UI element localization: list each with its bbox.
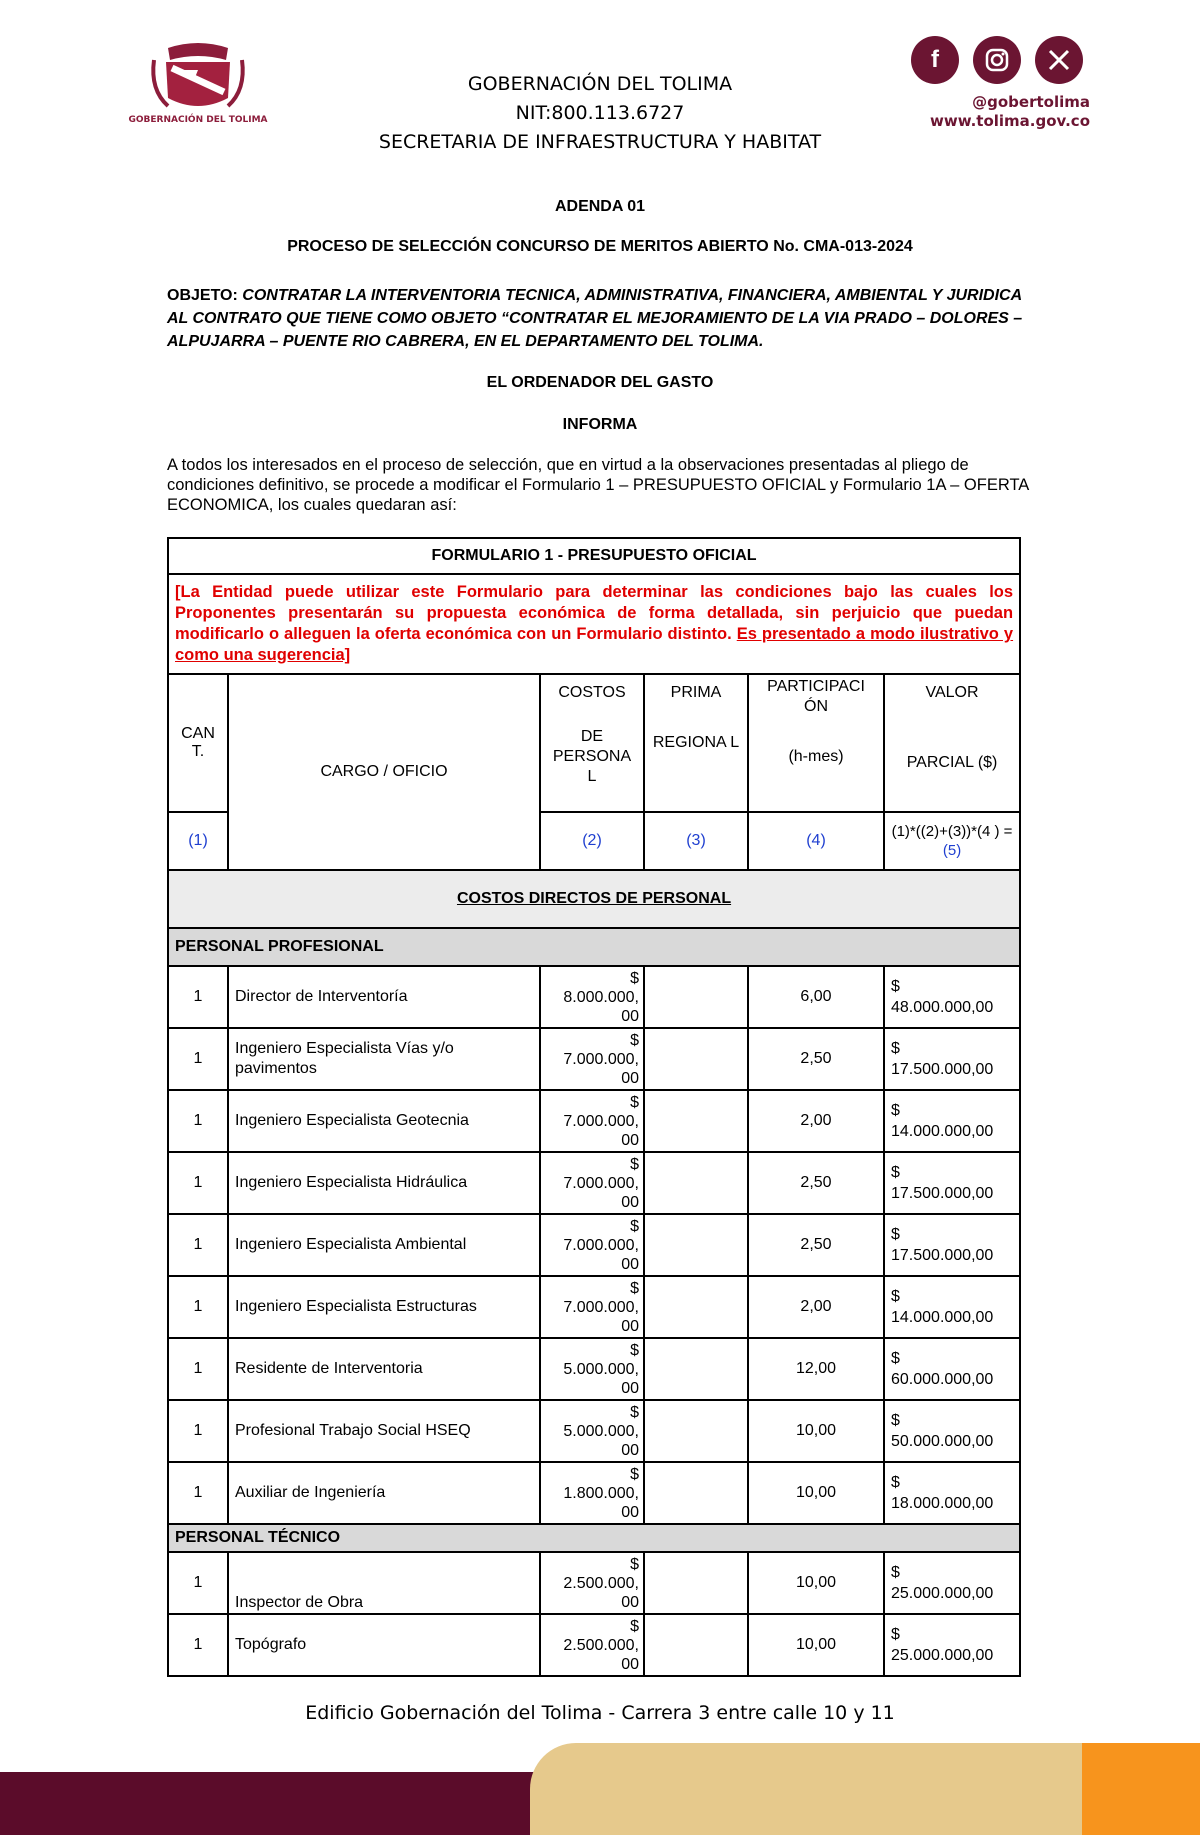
cell-costo-costo: 1.800.000,	[563, 1484, 639, 1502]
intro-paragraph: A todos los interesados en el proceso de selección, que en virtud a la observaciones presentadas al pliego de condiciones definitivo, se procede a modificar el Formulario 1 – PRESUPUESTO OFICIAL y Formulario 1A – OFERTA ECONOMICA, los cuales quedaran así:	[167, 456, 1029, 514]
cell-costo-costo-tail: 00	[621, 1379, 639, 1397]
section-direct: COSTOS DIRECTOS DE PERSONAL	[168, 870, 1020, 928]
objeto-paragraph	[167, 284, 1033, 353]
header-line-2: NIT:800.113.6727	[515, 102, 685, 124]
cell-cargo: Director de Interventoría	[228, 966, 540, 1028]
cell-valor-valor-sym: $	[891, 1626, 900, 1643]
cell-cant: 1	[168, 1614, 228, 1676]
social-website[interactable]: www.tolima.gov.co	[929, 112, 1090, 130]
header-valor-top: VALOR	[925, 684, 979, 701]
cell-valor	[884, 1338, 1020, 1400]
cell-costo-costo: 7.000.000,	[563, 1174, 639, 1192]
cell-costo-costo-sym: $	[630, 1403, 639, 1421]
cell-costo-costo-sym: $	[630, 1093, 639, 1111]
cell-costo	[540, 1028, 644, 1090]
cell-participacion: 2,50	[748, 1214, 884, 1276]
cell-costo-costo-sym: $	[630, 1217, 639, 1235]
cell-cargo: Inspector de Obra	[228, 1552, 540, 1614]
header-cant: CAN T.	[168, 674, 228, 812]
section-prof: PERSONAL PROFESIONAL	[168, 928, 1020, 966]
logo-text: GOBERNACIÓN DEL TOLIMA	[128, 115, 268, 125]
cell-costo	[540, 1400, 644, 1462]
cell-prima	[644, 1276, 748, 1338]
cell-cargo: Ingeniero Especialista Vías y/o pavimentos	[228, 1028, 540, 1090]
cell-costo	[540, 1152, 644, 1214]
objeto-label: OBJETO:	[167, 287, 243, 304]
header-line-3: SECRETARIA DE INFRAESTRUCTURA Y HABITAT	[378, 131, 822, 153]
header-row	[168, 674, 1020, 812]
cell-prima	[644, 1152, 748, 1214]
social-block	[905, 36, 1090, 131]
table-note	[168, 574, 1020, 674]
cell-valor-valor: 17.500.000,00	[891, 1247, 994, 1264]
table-row	[168, 1400, 1020, 1462]
table-row	[168, 1462, 1020, 1524]
cell-costo-costo-sym: $	[630, 1279, 639, 1297]
header-line-1: GOBERNACIÓN DEL TOLIMA	[467, 73, 733, 95]
section-tec: PERSONAL TÉCNICO	[168, 1524, 1020, 1552]
cell-valor	[884, 1152, 1020, 1214]
cell-cargo: Ingeniero Especialista Estructuras	[228, 1276, 540, 1338]
cell-costo	[540, 1090, 644, 1152]
cell-participacion: 10,00	[748, 1552, 884, 1614]
cell-participacion: 10,00	[748, 1462, 884, 1524]
proceso-title: PROCESO DE SELECCIÓN CONCURSO DE MERITOS ABIERTO No. CMA-013-2024	[287, 238, 913, 255]
cell-valor-valor: 60.000.000,00	[891, 1371, 994, 1388]
cell-costo-costo: 7.000.000,	[563, 1236, 639, 1254]
cell-costo-costo-sym: $	[630, 1031, 639, 1049]
section-tec-row	[168, 1524, 1020, 1552]
cell-costo-costo: 5.000.000,	[563, 1360, 639, 1378]
header-participacion	[748, 674, 884, 812]
cell-prima	[644, 1462, 748, 1524]
cell-participacion: 10,00	[748, 1400, 884, 1462]
cell-costo-costo-sym: $	[630, 1555, 639, 1573]
cell-participacion: 10,00	[748, 1614, 884, 1676]
header-costos-top: COSTOS	[558, 684, 626, 701]
cell-participacion: 2,00	[748, 1090, 884, 1152]
cell-valor-valor: 50.000.000,00	[891, 1433, 994, 1450]
footer-band-maroon	[0, 1772, 560, 1835]
cell-costo-costo-tail: 00	[621, 1255, 639, 1273]
cell-costo-costo-tail: 00	[621, 1655, 639, 1673]
cell-valor-valor: 18.000.000,00	[891, 1495, 994, 1512]
ref-5-result: (5)	[942, 842, 962, 859]
header-costos-bottom: DE PERSONA L	[552, 728, 632, 785]
cell-cant: 1	[168, 1400, 228, 1462]
cell-costo-costo: 7.000.000,	[563, 1298, 639, 1316]
cell-valor-valor: 25.000.000,00	[891, 1585, 994, 1602]
cell-valor-valor: 25.000.000,00	[891, 1647, 994, 1664]
cell-prima	[644, 1614, 748, 1676]
cell-valor-valor-sym: $	[891, 1350, 900, 1367]
cell-costo-costo-tail: 00	[621, 1441, 639, 1459]
cell-costo-costo: 7.000.000,	[563, 1112, 639, 1130]
prof-body	[168, 966, 1020, 1524]
ordenador-title: EL ORDENADOR DEL GASTO	[486, 374, 714, 391]
x-icon[interactable]	[1035, 36, 1083, 84]
cell-valor	[884, 1276, 1020, 1338]
header-part-top: PARTICIPACI ÓN	[767, 678, 865, 715]
header-block	[300, 70, 900, 157]
footer-address: Edificio Gobernación del Tolima - Carrera 3 entre calle 10 y 11	[305, 1702, 895, 1724]
header-prima	[644, 674, 748, 812]
table-row	[168, 1214, 1020, 1276]
cell-cargo: Ingeniero Especialista Hidráulica	[228, 1152, 540, 1214]
table-note-row	[168, 574, 1020, 674]
gobernacion-logo	[128, 40, 268, 132]
cell-cargo: Auxiliar de Ingeniería	[228, 1462, 540, 1524]
cell-cargo: Ingeniero Especialista Geotecnia	[228, 1090, 540, 1152]
header-prima-bottom: REGIONA L	[652, 734, 740, 751]
cell-participacion: 2,50	[748, 1028, 884, 1090]
objeto-text: CONTRATAR LA INTERVENTORIA TECNICA, ADMINISTRATIVA, FINANCIERA, AMBIENTAL Y JURIDICA AL CONTRATO QUE TIENE COMO OBJETO “CONTRATAR EL MEJORAMIENTO DE LA VIA PRADO – DOLORES – ALPUJARRA – PUENTE RIO CABRERA, EN EL DEPARTAMENTO DEL TOLIMA.	[167, 287, 1023, 350]
cell-costo-costo-sym: $	[630, 969, 639, 987]
ref-5	[884, 812, 1020, 870]
cell-cant: 1	[168, 1152, 228, 1214]
cell-valor	[884, 1614, 1020, 1676]
cell-prima	[644, 1552, 748, 1614]
cell-cargo: Ingeniero Especialista Ambiental	[228, 1214, 540, 1276]
cell-costo-costo-sym: $	[630, 1341, 639, 1359]
table-row	[168, 1552, 1020, 1614]
cell-valor	[884, 966, 1020, 1028]
cell-cant: 1	[168, 1338, 228, 1400]
cell-costo-costo-tail: 00	[621, 1593, 639, 1611]
cell-cant: 1	[168, 1028, 228, 1090]
cell-participacion: 2,00	[748, 1276, 884, 1338]
cell-valor	[884, 1028, 1020, 1090]
cell-cargo: Topógrafo	[228, 1614, 540, 1676]
table-row	[168, 1338, 1020, 1400]
cell-costo-costo-tail: 00	[621, 1193, 639, 1211]
cell-cant: 1	[168, 1214, 228, 1276]
table-row	[168, 1028, 1020, 1090]
cell-valor-valor: 17.500.000,00	[891, 1185, 994, 1202]
ref-1: (1)	[168, 812, 228, 870]
cell-participacion: 12,00	[748, 1338, 884, 1400]
cell-costo-costo-tail: 00	[621, 1131, 639, 1149]
cell-participacion: 2,50	[748, 1152, 884, 1214]
cell-valor-valor-sym: $	[891, 1412, 900, 1429]
informa-title: INFORMA	[562, 416, 638, 433]
cell-cargo: Profesional Trabajo Social HSEQ	[228, 1400, 540, 1462]
cell-valor	[884, 1400, 1020, 1462]
cell-valor-valor: 14.000.000,00	[891, 1123, 994, 1140]
cell-costo-costo-sym: $	[630, 1617, 639, 1635]
header-costos	[540, 674, 644, 812]
header-valor-bottom: PARCIAL ($)	[906, 754, 998, 771]
cell-costo-costo: 7.000.000,	[563, 1050, 639, 1068]
cell-cant: 1	[168, 1462, 228, 1524]
table-row	[168, 1152, 1020, 1214]
budget-table	[167, 537, 1021, 1677]
adenda-title: ADENDA 01	[554, 198, 646, 215]
cell-valor	[884, 1090, 1020, 1152]
instagram-icon[interactable]	[973, 36, 1021, 84]
cell-costo	[540, 1338, 644, 1400]
cell-prima	[644, 1028, 748, 1090]
cell-cant: 1	[168, 966, 228, 1028]
footer-band-orange	[1082, 1743, 1200, 1835]
cell-valor-valor-sym: $	[891, 1474, 900, 1491]
cell-costo-costo-sym: $	[630, 1465, 639, 1483]
cell-costo-costo: 2.500.000,	[563, 1574, 639, 1592]
header-prima-top: PRIMA	[670, 684, 722, 701]
cell-valor-valor: 14.000.000,00	[891, 1309, 994, 1326]
header-valor	[884, 674, 1020, 812]
cell-costo-costo: 5.000.000,	[563, 1422, 639, 1440]
section-direct-row	[168, 870, 1020, 928]
cell-costo-costo-tail: 00	[621, 1069, 639, 1087]
table-row	[168, 1276, 1020, 1338]
cell-costo-costo-sym: $	[630, 1155, 639, 1173]
cell-valor-valor-sym: $	[891, 978, 900, 995]
ref-3: (3)	[644, 812, 748, 870]
cell-valor-valor-sym: $	[891, 1288, 900, 1305]
social-handle[interactable]: @gobertolima	[972, 93, 1090, 111]
footer-band-beige	[530, 1743, 1090, 1835]
cell-costo-costo: 2.500.000,	[563, 1636, 639, 1654]
table-title-row	[168, 538, 1020, 574]
cell-cant: 1	[168, 1276, 228, 1338]
table-note-underlined: Es presentado a modo ilustrativo y como una sugerencia]	[175, 625, 1014, 664]
cell-cant: 1	[168, 1090, 228, 1152]
cell-valor-valor-sym: $	[891, 1102, 900, 1119]
cell-cargo: Residente de Interventoria	[228, 1338, 540, 1400]
cell-prima	[644, 1338, 748, 1400]
cell-costo	[540, 1276, 644, 1338]
cell-valor-valor: 17.500.000,00	[891, 1061, 994, 1078]
cell-cant: 1	[168, 1552, 228, 1614]
cell-valor	[884, 1462, 1020, 1524]
cell-costo	[540, 1614, 644, 1676]
header-cargo: CARGO / OFICIO	[228, 674, 540, 870]
section-prof-row	[168, 928, 1020, 966]
cell-costo	[540, 966, 644, 1028]
cell-participacion: 6,00	[748, 966, 884, 1028]
table-row	[168, 1090, 1020, 1152]
cell-costo-costo-tail: 00	[621, 1007, 639, 1025]
cell-valor-valor: 48.000.000,00	[891, 999, 994, 1016]
table-row	[168, 966, 1020, 1028]
cell-prima	[644, 1090, 748, 1152]
ref-4: (4)	[748, 812, 884, 870]
cell-valor-valor-sym: $	[891, 1040, 900, 1057]
cell-prima	[644, 1214, 748, 1276]
header-part-bottom: (h-mes)	[788, 748, 844, 765]
cell-costo-costo: 8.000.000,	[563, 988, 639, 1006]
tec-body	[168, 1552, 1020, 1676]
cell-valor-valor-sym: $	[891, 1564, 900, 1581]
ref-5-formula: (1)*((2)+(3))*(4 ) =	[891, 823, 1013, 840]
cell-costo-costo-tail: 00	[621, 1317, 639, 1335]
cell-valor-valor-sym: $	[891, 1164, 900, 1181]
cell-costo-costo-tail: 00	[621, 1503, 639, 1521]
facebook-icon[interactable]: f	[911, 36, 959, 84]
cell-costo	[540, 1214, 644, 1276]
ref-2: (2)	[540, 812, 644, 870]
table-note-main: [La Entidad puede utilizar este Formulario para determinar las condiciones bajo las cuales los Proponentes presentarán su propuesta económica de forma detallada, sin perjuicio que puedan modificarlo o alleguen la oferta económica con un Formulario distinto.	[175, 583, 1014, 643]
cell-valor-valor-sym: $	[891, 1226, 900, 1243]
cell-costo	[540, 1462, 644, 1524]
table-row	[168, 1614, 1020, 1676]
cell-valor	[884, 1552, 1020, 1614]
cell-valor	[884, 1214, 1020, 1276]
cell-costo	[540, 1552, 644, 1614]
cell-prima	[644, 1400, 748, 1462]
cell-prima	[644, 966, 748, 1028]
table-title: FORMULARIO 1 - PRESUPUESTO OFICIAL	[168, 538, 1020, 574]
